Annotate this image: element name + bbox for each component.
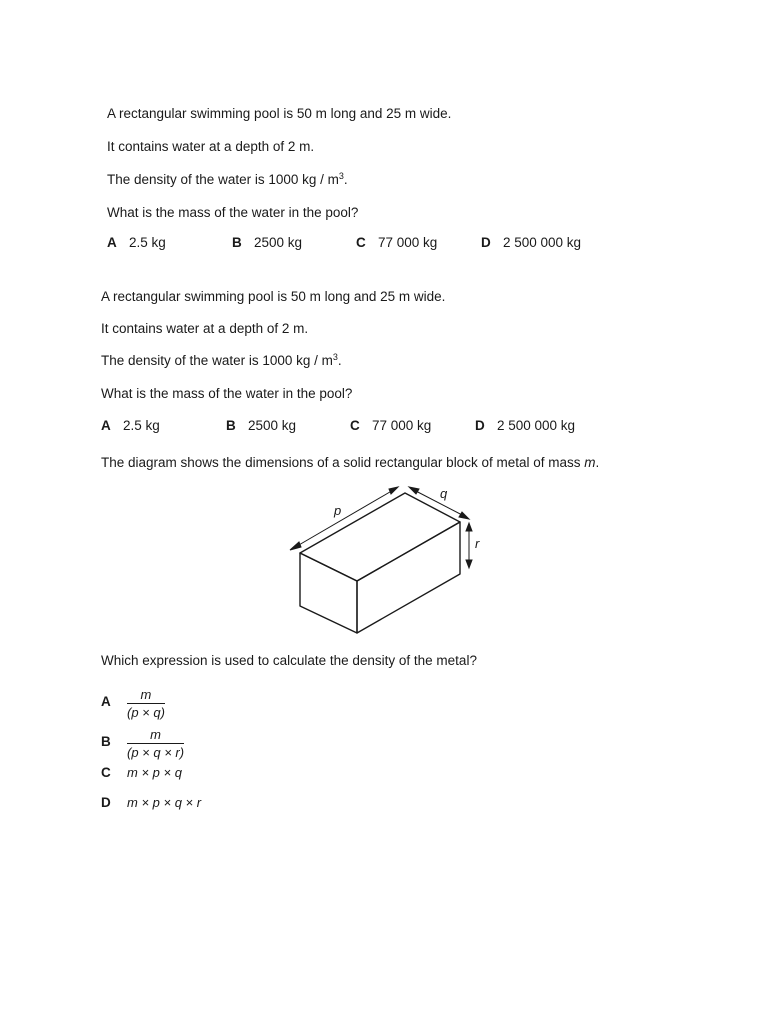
q3-option-c-letter: C	[101, 765, 111, 780]
block-side-face	[357, 522, 460, 633]
rectangular-block-diagram	[270, 478, 500, 638]
q2-option-b: B 2500 kg	[226, 418, 297, 433]
q2-option-c: C 77 000 kg	[350, 418, 432, 433]
q1-statement-depth: It contains water at a depth of 2 m.	[107, 139, 315, 154]
q2-question: What is the mass of the water in the pool?	[101, 386, 353, 401]
q1-options	[107, 235, 667, 253]
q2-statement-dimensions: A rectangular swimming pool is 50 m long and 25 m wide.	[101, 289, 446, 304]
q3-option-b-letter: B	[101, 734, 111, 749]
dimension-q-arrow	[409, 487, 469, 519]
label-q: q	[440, 486, 448, 501]
q2-options	[101, 418, 661, 436]
q3-option-c-expression: m × p × q	[127, 765, 182, 780]
q1-question: What is the mass of the water in the pool?	[107, 205, 359, 220]
q3-option-a-letter: A	[101, 694, 111, 709]
q3-option-b-denominator: (p × q × r)	[127, 745, 185, 760]
label-p: p	[334, 503, 342, 518]
block-front-face	[300, 553, 357, 633]
q3-option-a-fraction	[127, 687, 165, 720]
q3-option-d-expression: m × p × q × r	[127, 795, 202, 810]
q3-option-b-fraction	[127, 727, 184, 760]
q1-statement-density: The density of the water is 1000 kg / $m^3$.	[107, 171, 348, 187]
label-r: r	[475, 536, 480, 551]
q1-option-b: B 2500 kg	[232, 235, 303, 250]
q3-option-a-numerator: m	[127, 687, 165, 704]
dimension-r-arrow	[466, 523, 472, 568]
q3-option-b-numerator: m	[127, 727, 184, 744]
q1-option-d: D 2 500 000 kg	[481, 235, 582, 250]
q1-option-c: C 77 000 kg	[356, 235, 438, 250]
q3-option-a-denominator: (p × q)	[127, 705, 165, 720]
q2-option-d: D 2 500 000 kg	[475, 418, 576, 433]
q1-statement-dimensions: A rectangular swimming pool is 50 m long and 25 m wide.	[107, 106, 452, 121]
q2-statement-depth: It contains water at a depth of 2 m.	[101, 321, 309, 336]
q2-option-a: A 2.5 kg	[101, 418, 160, 433]
dimension-p-arrow	[290, 487, 398, 550]
q1-option-a: A 2.5 kg	[107, 235, 166, 250]
q2-statement-density: The density of the water is 1000 kg / $m^3$.	[101, 352, 342, 368]
q3-question: Which expression is used to calculate the density of the metal?	[101, 653, 477, 668]
q3-intro: The diagram shows the dimensions of a solid rectangular block of metal of mass m.	[101, 455, 600, 470]
q3-option-d-letter: D	[101, 795, 111, 810]
